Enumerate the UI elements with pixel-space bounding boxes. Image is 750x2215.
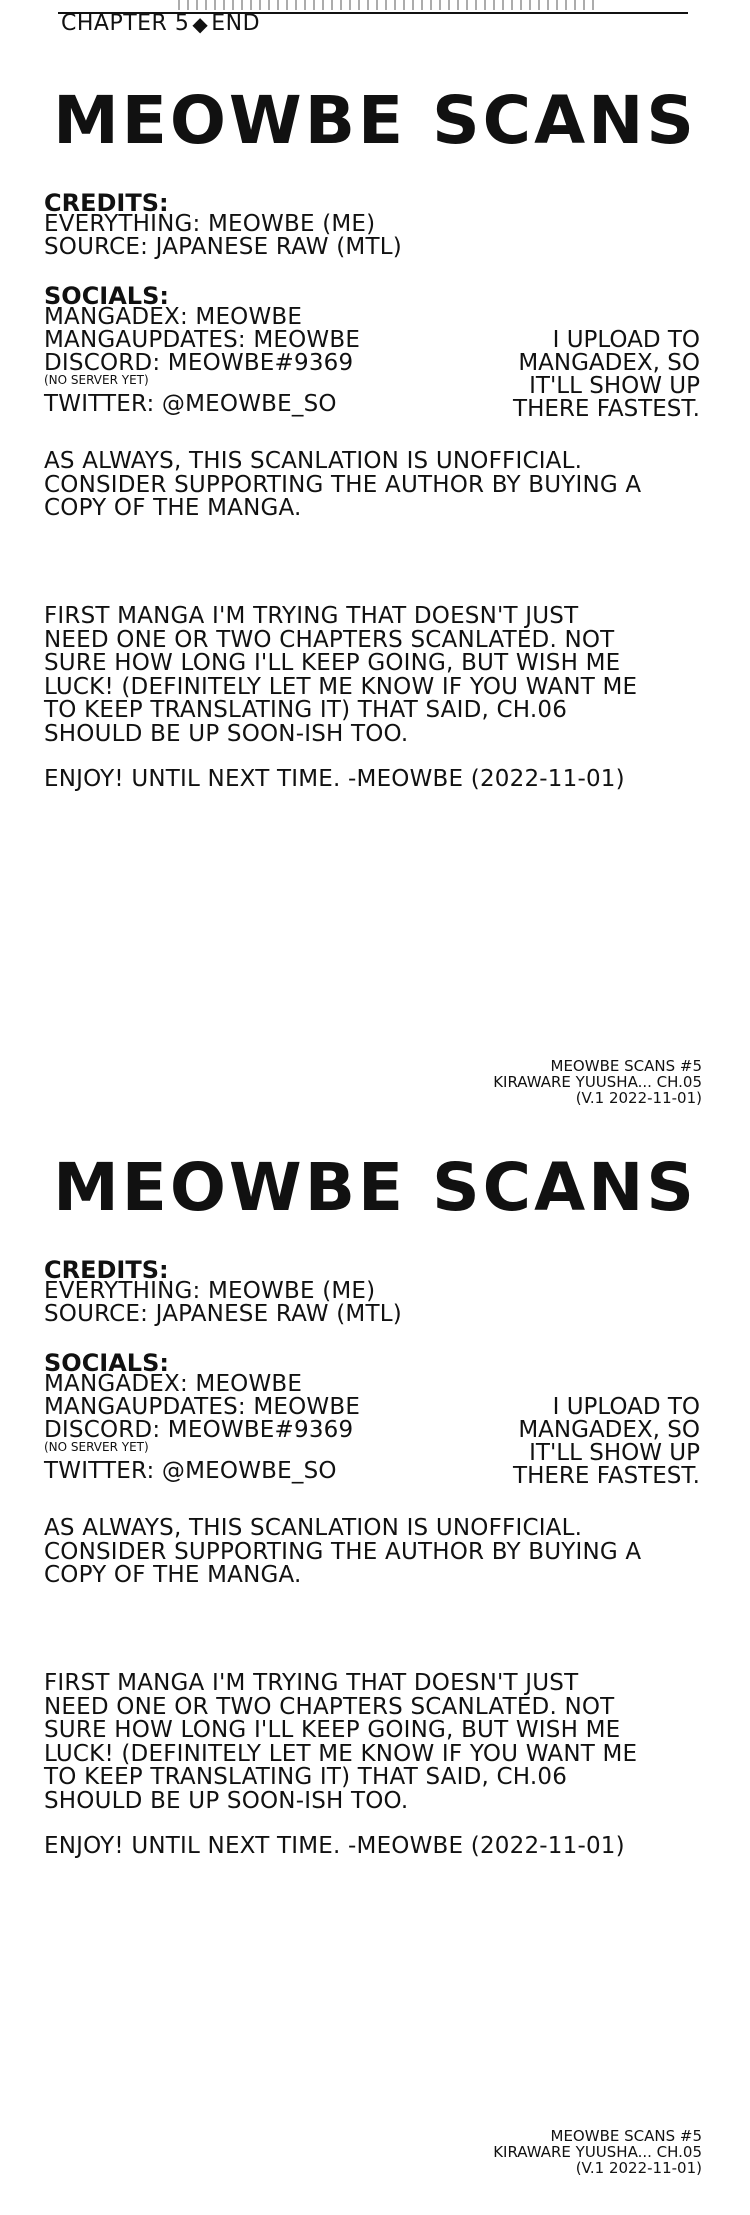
disclaimer-line: COPY OF THE MANGA. (44, 495, 302, 521)
footer-line: KIRAWARE YUUSHA... CH.05 (493, 2143, 702, 2161)
message-line: SHOULD BE UP SOON-ISH TOO. (44, 720, 409, 747)
upload-note (450, 1396, 700, 1488)
disclaimer-line: CONSIDER SUPPORTING THE AUTHOR BY BUYING A (44, 1538, 642, 1565)
page-footer (493, 2128, 702, 2176)
upload-note-line: IT'LL SHOW UP (529, 1440, 700, 1466)
footer-line: (V.1 2022-11-01) (575, 2159, 702, 2177)
credits-heading: CREDITS: (44, 1256, 169, 1284)
credits-heading: CREDITS: (44, 189, 169, 217)
page-footer (493, 1058, 702, 1106)
upload-note-line: MANGADEX, SO (518, 1417, 700, 1443)
disclaimer-line: AS ALWAYS, THIS SCANLATION IS UNOFFICIAL. (44, 1515, 583, 1541)
footer-line: MEOWBE SCANS #5 (550, 1057, 702, 1075)
upload-note-line: MANGADEX, SO (518, 350, 700, 376)
server-note: (NO SERVER YET) (44, 373, 149, 387)
socials-heading: SOCIALS: (44, 1349, 169, 1377)
disclaimer-paragraph (44, 450, 714, 521)
upload-note-line: IT'LL SHOW UP (529, 373, 700, 399)
socials-line: DISCORD: MEOWBE#9369 (44, 1417, 354, 1443)
end-label: END (211, 11, 261, 36)
socials-heading: SOCIALS: (44, 282, 169, 310)
upload-note-line: THERE FASTEST. (513, 1463, 700, 1489)
disclaimer-line: AS ALWAYS, THIS SCANLATION IS UNOFFICIAL. (44, 448, 583, 474)
credits-line: EVERYTHING: MEOWBE (ME) (44, 1278, 376, 1304)
twitter-line: TWITTER: @MEOWBE_SO (44, 391, 337, 417)
socials-line: DISCORD: MEOWBE#9369 (44, 350, 354, 376)
diamond-icon: ◆ (192, 11, 209, 36)
upload-note-line: I UPLOAD TO (552, 1394, 700, 1420)
message-line: SHOULD BE UP SOON-ISH TOO. (44, 1787, 409, 1814)
socials-line: MANGAUPDATES: MEOWBE (44, 1394, 361, 1420)
server-note: (NO SERVER YET) (44, 1440, 149, 1454)
disclaimer-line: COPY OF THE MANGA. (44, 1562, 302, 1588)
message-line: SURE HOW LONG I'LL KEEP GOING, BUT WISH ME (44, 650, 621, 676)
message-line: LUCK! (DEFINITELY LET ME KNOW IF YOU WANT ME (44, 1740, 638, 1767)
disclaimer-paragraph (44, 1517, 714, 1588)
upload-note-line: I UPLOAD TO (552, 327, 700, 353)
message-line: NEED ONE OR TWO CHAPTERS SCANLATED. NOT (44, 1693, 615, 1720)
credits-page-1 (0, 82, 750, 1148)
message-line: FIRST MANGA I'M TRYING THAT DOESN'T JUST (44, 603, 579, 629)
chapter-label: CHAPTER 5 (61, 11, 190, 36)
message-line: TO KEEP TRANSLATING IT) THAT SAID, CH.06 (44, 697, 568, 723)
footer-line: (V.1 2022-11-01) (575, 1089, 702, 1107)
message-line: FIRST MANGA I'M TRYING THAT DOESN'T JUST (44, 1670, 579, 1696)
upload-note (450, 329, 700, 421)
signoff-line: ENJOY! UNTIL NEXT TIME. -MEOWBE (2022-11-01) (44, 766, 625, 792)
disclaimer-line: CONSIDER SUPPORTING THE AUTHOR BY BUYING A (44, 471, 642, 498)
socials-line: MANGADEX: MEOWBE (44, 1371, 303, 1397)
socials-line: MANGAUPDATES: MEOWBE (44, 327, 361, 353)
scan-group-title: MEOWBE SCANS (53, 1149, 697, 1226)
message-line: TO KEEP TRANSLATING IT) THAT SAID, CH.06 (44, 1764, 568, 1790)
scan-group-title: MEOWBE SCANS (53, 82, 697, 159)
credits-page-2 (0, 1149, 750, 2215)
credits-line: EVERYTHING: MEOWBE (ME) (44, 211, 376, 237)
footer-line: KIRAWARE YUUSHA... CH.05 (493, 1073, 702, 1091)
message-line: NEED ONE OR TWO CHAPTERS SCANLATED. NOT (44, 626, 615, 653)
twitter-line: TWITTER: @MEOWBE_SO (44, 1458, 337, 1484)
message-paragraph (44, 1672, 714, 1813)
chapter-end-label (61, 11, 260, 36)
credits-line: SOURCE: JAPANESE RAW (MTL) (44, 234, 402, 260)
signoff-line: ENJOY! UNTIL NEXT TIME. -MEOWBE (2022-11-01) (44, 1833, 625, 1859)
upload-note-line: THERE FASTEST. (513, 396, 700, 422)
message-line: LUCK! (DEFINITELY LET ME KNOW IF YOU WANT ME (44, 673, 638, 700)
socials-line: MANGADEX: MEOWBE (44, 304, 303, 330)
footer-line: MEOWBE SCANS #5 (550, 2127, 702, 2145)
message-paragraph (44, 605, 714, 746)
message-line: SURE HOW LONG I'LL KEEP GOING, BUT WISH ME (44, 1717, 621, 1743)
credits-line: SOURCE: JAPANESE RAW (MTL) (44, 1301, 402, 1327)
